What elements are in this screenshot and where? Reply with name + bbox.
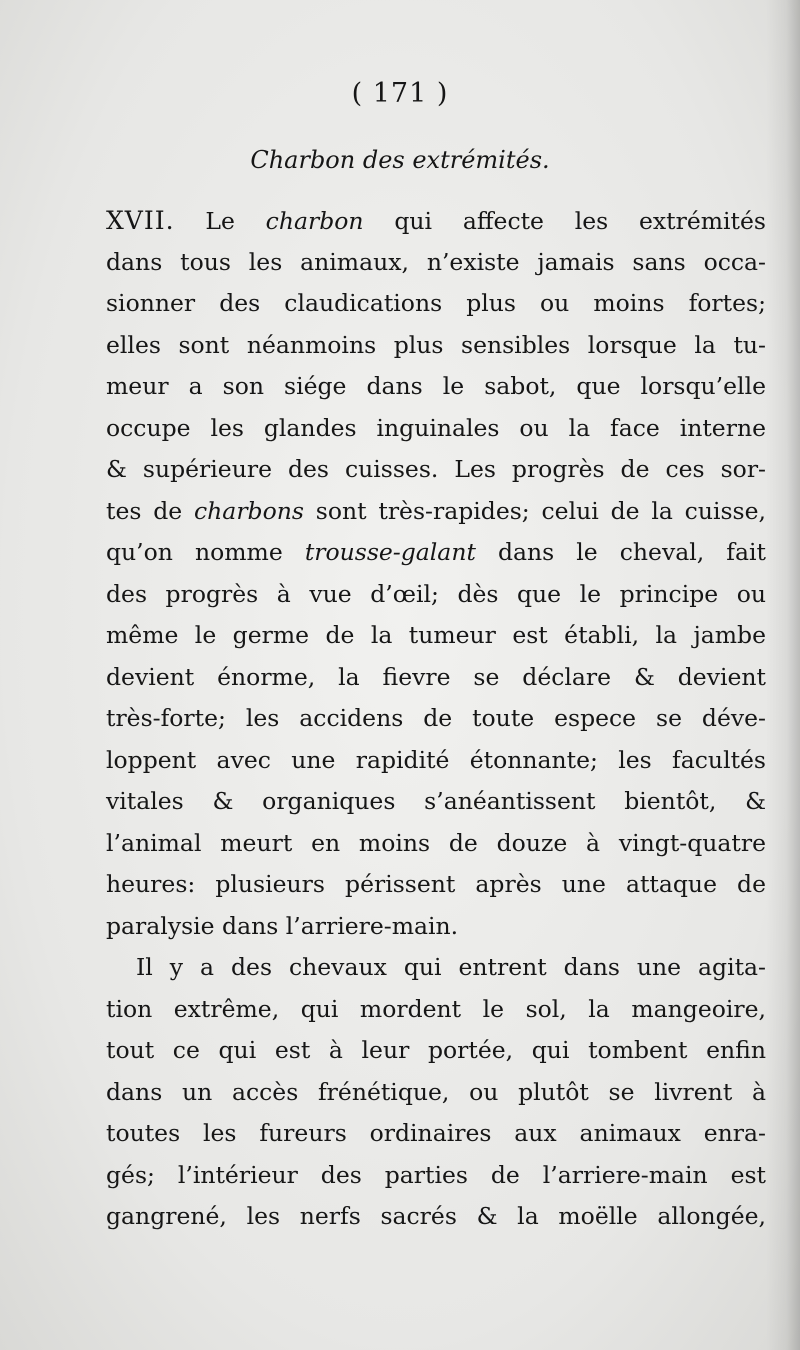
text-line: sionner des claudications plus ou moins fortes;: [106, 289, 766, 317]
text-segment: qui affecte les extrémités: [394, 207, 766, 235]
text-line: occupe les glandes inguinales ou la face interne: [106, 413, 766, 442]
text-line: dans un accès frénétique, ou plutôt se livrent à: [106, 1077, 766, 1106]
paragraph: [106, 947, 766, 1238]
text-line: très-forte; les accidens de toute espece se déve-: [106, 704, 766, 732]
text-line: loppent avec une rapidité étonnante; les facultés: [106, 745, 766, 774]
text-line: toutes les fureurs ordinaires aux animaux enra-: [106, 1119, 766, 1147]
text-line: gangrené, les nerfs sacrés & la moëlle allongée,: [106, 1202, 766, 1230]
paragraph: [106, 200, 766, 947]
text-line: Il y a des chevaux qui entrent dans une agita-: [136, 953, 766, 981]
text-line: [106, 200, 766, 242]
text-segment: Le: [205, 207, 235, 235]
italic-term: charbons: [194, 496, 304, 525]
page-edge-shadow: [766, 0, 800, 1350]
text-line: vitales & organiques s’anéantissent bientôt, &: [106, 787, 766, 815]
text-line: tout ce qui est à leur portée, qui tombent enfin: [106, 1036, 766, 1064]
text-line: gés; l’intérieur des parties de l’arriere-main est: [106, 1160, 766, 1189]
section-number: XVII.: [106, 206, 175, 235]
text-line: l’animal meurt en moins de douze à vingt-quatre: [106, 828, 766, 857]
text-line: tion extrême, qui mordent le sol, la mangeoire,: [106, 994, 766, 1023]
text-line: des progrès à vue d’œil; dès que le principe ou: [106, 579, 766, 608]
text-segment: tes de: [106, 496, 183, 525]
text-line: paralysie dans l’arriere-main.: [106, 911, 459, 940]
text-line: heures: plusieurs périssent après une attaque de: [106, 870, 766, 898]
text-line: [106, 491, 766, 533]
text-line: [106, 532, 766, 574]
italic-term: trousse-galant: [304, 538, 476, 566]
text-segment: qu’on nomme: [106, 538, 283, 566]
text-segment: sont très-rapides; celui de la cuisse,: [315, 496, 766, 525]
running-head: Charbon des extrémités.: [250, 146, 550, 174]
text-segment: dans le cheval, fait: [497, 538, 766, 566]
body-text: [106, 200, 766, 1238]
text-line: & supérieure des cuisses. Les progrès de ces sor-: [106, 455, 766, 483]
page-number: ( 171 ): [351, 78, 449, 109]
text-line: meur a son siége dans le sabot, que lorsqu’elle: [106, 372, 766, 400]
italic-term: charbon: [265, 207, 364, 235]
text-line: devient énorme, la fievre se déclare & devient: [106, 662, 766, 691]
text-line: dans tous les animaux, n’existe jamais sans occa-: [106, 247, 766, 276]
text-line: elles sont néanmoins plus sensibles lorsque la tu-: [106, 330, 766, 359]
text-line: même le germe de la tumeur est établi, la jambe: [106, 621, 766, 649]
